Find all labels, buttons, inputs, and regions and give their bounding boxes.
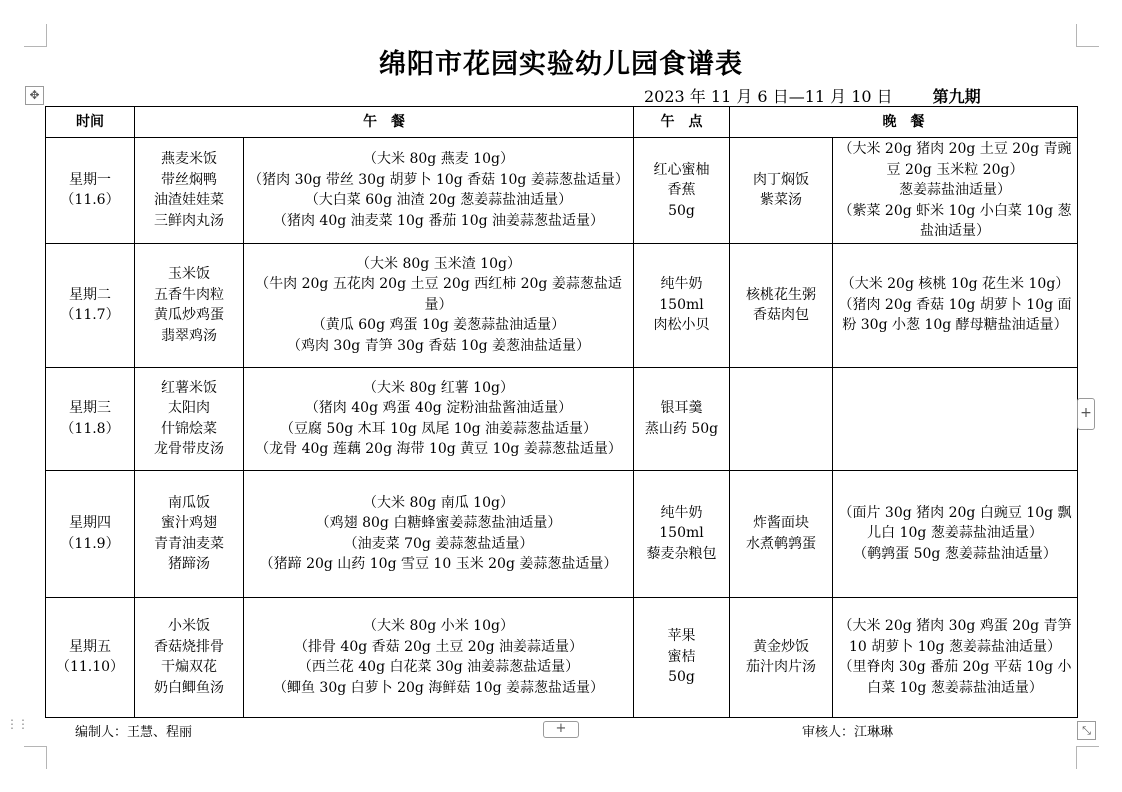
lunch-ingredients-cell-line: （大米 80g 南瓜 10g）: [363, 494, 514, 511]
lunch-ingredients-cell-line: （西兰花 40g 白花菜 30g 油姜蒜葱盐适量）: [297, 659, 580, 675]
snack-cell: [634, 470, 730, 597]
lunch-dishes-cell-line: 黄瓜炒鸡蛋: [154, 307, 224, 323]
drag-dots-icon[interactable]: ⋮⋮: [6, 717, 28, 731]
lunch-dishes-cell: [135, 367, 244, 470]
lunch-dishes-cell-line: 翡翠鸡汤: [161, 327, 217, 344]
dinner-dishes-cell: [730, 597, 833, 717]
date-range: 2023 年 11 月 6 日—11 月 10 日: [644, 87, 893, 106]
dinner-dishes-cell-line: 肉丁焖饭: [753, 171, 809, 188]
dinner-ingredients-cell-line: （大米 20g 猪肉 30g 鸡蛋 20g 青笋 10 胡萝卜 10g 葱姜蒜盐油适量）: [838, 618, 1072, 655]
lunch-ingredients-cell-line: （豆腐 50g 木耳 10g 凤尾 10g 油姜蒜葱盐适量）: [279, 420, 598, 437]
resize-icon[interactable]: ⤡: [1077, 721, 1096, 740]
table-move-icon[interactable]: ✥: [25, 86, 44, 105]
crop-mark-bottom-right: [1076, 746, 1099, 769]
reviewer-label: 审核人：江琳琳: [802, 725, 894, 740]
snack-cell-line: 50g: [668, 669, 695, 686]
day-name: 星期二: [69, 286, 111, 303]
day-cell: [46, 597, 135, 717]
header-time: 时间: [46, 107, 135, 138]
date-line: [644, 84, 981, 107]
dinner-ingredients-cell: [833, 243, 1078, 367]
dinner-dishes-cell: [730, 470, 833, 597]
day-cell: [46, 367, 135, 470]
day-name: 星期五: [69, 638, 111, 655]
lunch-dishes-cell: [135, 138, 244, 244]
lunch-ingredients-cell-line: （鲫鱼 30g 白萝卜 20g 海鲜菇 10g 姜蒜葱盐适量）: [272, 679, 605, 696]
dinner-ingredients-cell-line: （大米 20g 猪肉 20g 土豆 20g 青豌豆 20g 玉米粒 20g）: [838, 141, 1072, 178]
snack-cell-line: 蒸山药 50g: [644, 420, 719, 437]
lunch-ingredients-cell-line: （大米 80g 燕麦 10g）: [363, 151, 514, 168]
lunch-ingredients-cell-line: （猪肉 30g 带丝 30g 胡萝卜 10g 香菇 10g 姜蒜葱盐适量）: [248, 171, 629, 188]
snack-cell-line: 肉松小贝: [653, 317, 710, 334]
dinner-dishes-cell-line: 炸酱面块: [753, 515, 809, 531]
day-date: （11.7）: [60, 307, 120, 323]
lunch-ingredients-cell: [244, 597, 634, 717]
day-cell: [46, 243, 135, 367]
lunch-ingredients-cell-line: （油麦菜 70g 姜蒜葱盐适量）: [343, 535, 534, 552]
table-row: [46, 138, 1078, 244]
lunch-ingredients-cell-line: （猪肉 40g 油麦菜 10g 番茄 10g 油姜蒜葱盐适量）: [272, 212, 605, 229]
snack-cell-line: 纯牛奶: [660, 276, 703, 293]
dinner-dishes-cell: [730, 243, 833, 367]
lunch-dishes-cell: [135, 470, 244, 597]
lunch-dishes-cell-line: 带丝焖鸭: [161, 171, 217, 188]
lunch-dishes-cell: [135, 243, 244, 367]
day-cell: [46, 470, 135, 597]
lunch-dishes-cell: [135, 597, 244, 717]
lunch-dishes-cell-line: 南瓜饭: [168, 494, 210, 511]
snack-cell-line: 蜜桔: [667, 648, 696, 665]
lunch-ingredients-cell-line: （龙骨 40g 莲藕 20g 海带 10g 黄豆 10g 姜蒜葱盐适量）: [255, 441, 622, 457]
day-cell: [46, 138, 135, 244]
table-row: [46, 470, 1078, 597]
dinner-dishes-cell-line: 核桃花生粥: [746, 286, 816, 303]
day-name: 星期一: [69, 171, 111, 188]
crop-mark-bottom-left: [24, 746, 47, 769]
lunch-dishes-cell-line: 什锦烩菜: [161, 420, 217, 437]
lunch-ingredients-cell-line: （猪蹄 20g 山药 10g 雪豆 10 玉米 20g 姜蒜葱盐适量）: [259, 556, 618, 572]
header-dinner: 晚 餐: [730, 107, 1078, 138]
dinner-ingredients-cell-line: （猪肉 20g 香菇 10g 胡萝卜 10g 面粉 30g 小葱 10g 酵母糖盐油适量）: [838, 296, 1072, 334]
day-date: （11.9）: [60, 535, 120, 552]
day-name: 星期三: [69, 400, 111, 416]
lunch-dishes-cell-line: 太阳肉: [168, 400, 210, 416]
lunch-ingredients-cell-line: （排骨 40g 香菇 20g 土豆 20g 油姜蒜适量）: [293, 638, 584, 655]
lunch-ingredients-cell-line: （牛肉 20g 五花肉 20g 土豆 20g 西红柿 20g 姜蒜葱盐适量）: [255, 276, 622, 313]
day-date: （11.8）: [60, 420, 120, 437]
lunch-dishes-cell-line: 五香牛肉粒: [154, 286, 224, 303]
table-row: [46, 367, 1078, 470]
dinner-dishes-cell-line: 紫菜汤: [760, 192, 802, 209]
lunch-dishes-cell-line: 油渣娃娃菜: [154, 192, 224, 209]
table-header-row: [46, 107, 1078, 138]
lunch-dishes-cell-line: 干煸双花: [161, 659, 217, 675]
dinner-ingredients-cell: [833, 597, 1078, 717]
lunch-dishes-cell-line: 三鲜肉丸汤: [154, 212, 224, 229]
snack-cell-line: 150ml: [659, 525, 704, 542]
dinner-ingredients-cell-line: （里脊肉 30g 番茄 20g 平菇 10g 小白菜 10g 葱姜蒜盐油适量）: [838, 659, 1072, 696]
dinner-dishes-cell-line: 香菇肉包: [753, 307, 809, 323]
day-date: （11.6）: [60, 192, 120, 209]
header-snack: 午 点: [634, 107, 730, 138]
lunch-dishes-cell-line: 龙骨带皮汤: [154, 441, 224, 457]
dinner-dishes-cell-line: 茄汁肉片汤: [746, 659, 816, 675]
period-label: 第九期: [932, 87, 981, 106]
menu-table: [45, 106, 1078, 718]
day-name: 星期四: [69, 515, 111, 531]
lunch-dishes-cell-line: 红薯米饭: [161, 379, 217, 396]
dinner-ingredients-cell-line: （大米 20g 核桃 10g 花生米 10g）: [840, 276, 1070, 293]
snack-cell-line: 纯牛奶: [660, 504, 703, 521]
add-column-icon[interactable]: +: [1077, 398, 1095, 430]
snack-cell-line: 藜麦杂粮包: [646, 545, 717, 562]
dinner-ingredients-cell: [833, 470, 1078, 597]
snack-cell: [634, 367, 730, 470]
lunch-dishes-cell-line: 燕麦米饭: [161, 151, 217, 168]
page-title: 绵阳市花园实验幼儿园食谱表: [379, 49, 743, 80]
dinner-dishes-cell: [730, 367, 833, 470]
lunch-dishes-cell-line: 玉米饭: [168, 266, 210, 282]
snack-cell-line: 银耳羹: [660, 400, 703, 416]
lunch-ingredients-cell-line: （鸡肉 30g 青笋 30g 香菇 10g 姜葱油盐适量）: [286, 337, 591, 354]
lunch-ingredients-cell: [244, 367, 634, 470]
lunch-ingredients-cell-line: （黄瓜 60g 鸡蛋 10g 姜葱蒜盐油适量）: [311, 317, 566, 334]
dinner-ingredients-cell-line: （紫菜 20g 虾米 10g 小白菜 10g 葱盐油适量）: [838, 202, 1072, 239]
lunch-dishes-cell-line: 蜜汁鸡翅: [161, 515, 217, 531]
dinner-ingredients-cell-line: 葱姜蒜盐油适量）: [899, 182, 1011, 198]
snack-cell: [634, 243, 730, 367]
snack-cell: [634, 138, 730, 244]
lunch-ingredients-cell: [244, 138, 634, 244]
lunch-ingredients-cell-line: （大白菜 60g 油渣 20g 葱姜蒜盐油适量）: [304, 192, 573, 209]
lunch-ingredients-cell: [244, 243, 634, 367]
lunch-ingredients-cell-line: （鸡翅 80g 白糖蜂蜜姜蒜葱盐油适量）: [315, 515, 562, 531]
lunch-dishes-cell-line: 香菇烧排骨: [154, 638, 224, 655]
snack-cell-line: 150ml: [659, 296, 704, 313]
lunch-ingredients-cell-line: （猪肉 40g 鸡蛋 40g 淀粉油盐酱油适量）: [304, 400, 573, 416]
header-lunch: 午 餐: [135, 107, 634, 138]
snack-cell-line: 苹果: [667, 628, 696, 645]
dinner-ingredients-cell-line: （鹌鹑蛋 50g 葱姜蒜盐油适量）: [853, 545, 1057, 562]
snack-cell-line: 红心蜜柚: [653, 161, 710, 178]
lunch-ingredients-cell-line: （大米 80g 小米 10g）: [363, 618, 514, 634]
day-date: （11.10）: [55, 659, 125, 675]
lunch-dishes-cell-line: 小米饭: [168, 618, 210, 634]
add-row-icon[interactable]: +: [543, 721, 579, 738]
dinner-dishes-cell: [730, 138, 833, 244]
lunch-ingredients-cell-line: （大米 80g 玉米渣 10g）: [356, 255, 521, 272]
lunch-dishes-cell-line: 青青油麦菜: [154, 535, 224, 552]
dinner-dishes-cell-line: 水煮鹌鹑蛋: [746, 535, 816, 552]
lunch-dishes-cell-line: 猪蹄汤: [168, 556, 210, 572]
dinner-ingredients-cell: [833, 367, 1078, 470]
lunch-ingredients-cell-line: （大米 80g 红薯 10g）: [363, 379, 514, 396]
table-row: [46, 597, 1078, 717]
snack-cell: [634, 597, 730, 717]
table-row: [46, 243, 1078, 367]
lunch-dishes-cell-line: 奶白鲫鱼汤: [154, 679, 224, 696]
snack-cell-line: 香蕉: [667, 182, 696, 198]
lunch-ingredients-cell: [244, 470, 634, 597]
editor-label: 编制人：王慧、程丽: [75, 725, 193, 740]
dinner-ingredients-cell: [833, 138, 1078, 244]
snack-cell-line: 50g: [668, 202, 695, 219]
dinner-dishes-cell-line: 黄金炒饭: [753, 638, 809, 655]
dinner-ingredients-cell-line: （面片 30g 猪肉 20g 白豌豆 10g 飘儿白 10g 葱姜蒜盐油适量）: [838, 504, 1072, 542]
